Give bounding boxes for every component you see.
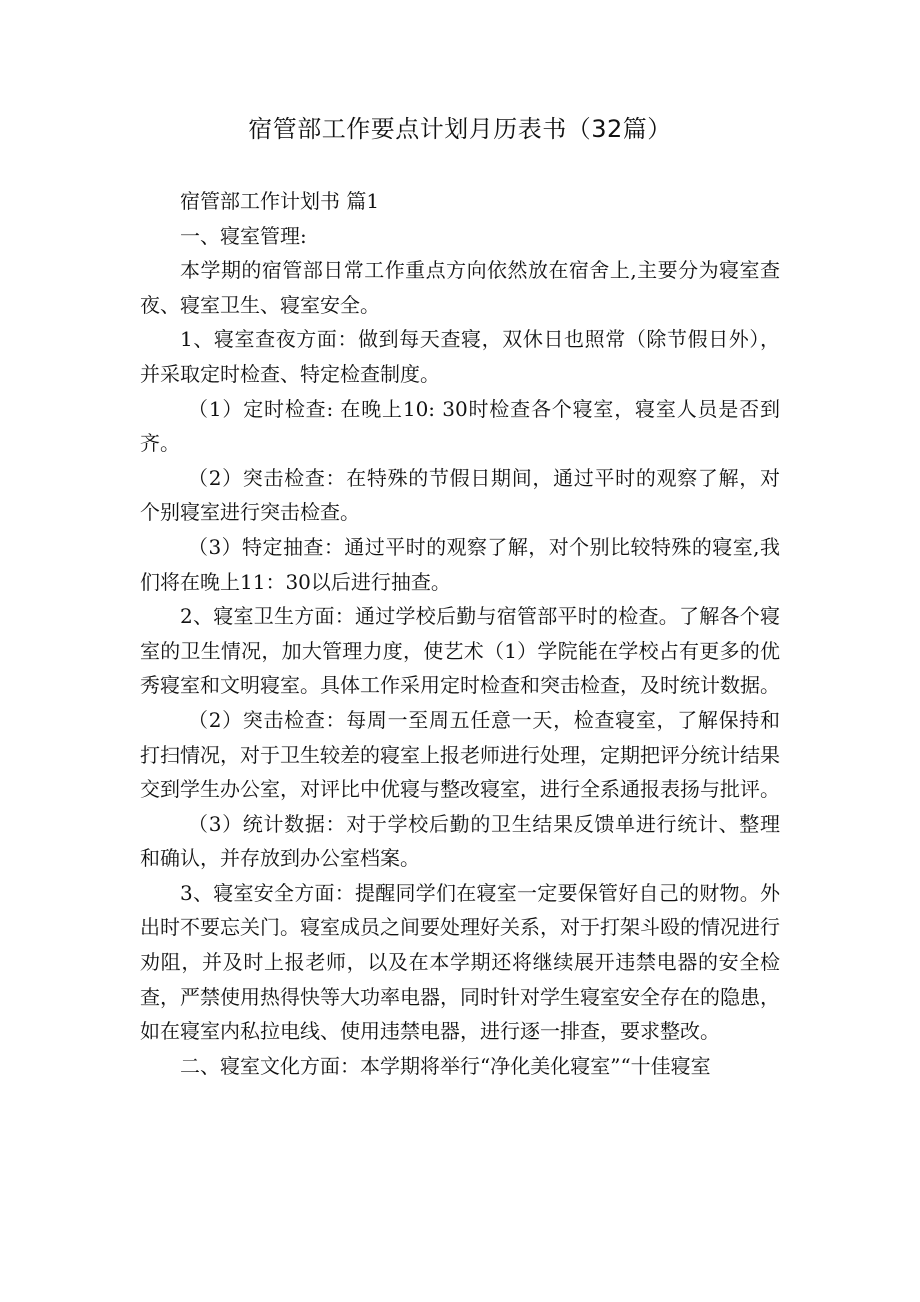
paragraph: 本学期的宿管部日常工作重点方向依然放在宿舍上,主要分为寝室查夜、寝室卫生、寝室安全。 [140, 258, 780, 317]
paragraph: 3、寝室安全方面：提醒同学们在寝室一定要保管好自己的财物。外出时不要忘关门。寝室成员之间要处理好关系，对于打架斗殴的情况进行劝阻，并及时上报老师，以及在本学期还将继续展开违禁电器的安全检查，严禁使用热得快等大功率电器，同时针对学生寝室安全存在的隐患，如在寝室内私拉电线、使用违禁电器，进行逐一排查，要求整改。 [140, 880, 780, 1044]
paragraph: （1）定时检查: 在晚上10: 30时检查各个寝室，寝室人员是否到齐。 [140, 396, 780, 456]
paragraph: 二、寝室文化方面：本学期将举行“净化美化寝室”“十佳寝室 [180, 1053, 711, 1078]
paragraph: 一、寝室管理: [180, 223, 307, 248]
paragraph: 宿管部工作计划书 篇1 [180, 189, 380, 213]
paragraph: 2、寝室卫生方面：通过学校后勤与宿管部平时的检查。了解各个寝室的卫生情况，加大管理力度，使艺术（1）学院能在学校占有更多的优秀寝室和文明寝室。具体工作采用定时检查和突击检查，及时统计数据。 [140, 604, 780, 698]
paragraph: （3）统计数据：对于学校后勤的卫生结果反馈单进行统计、整理和确认，并存放到办公室档案。 [140, 811, 780, 871]
paragraph: （2）突击检查：每周一至周五任意一天，检查寝室，了解保持和打扫情况，对于卫生较差的寝室上报老师进行处理，定期把评分统计结果交到学生办公室，对评比中优寝与整改寝室，进行全系通报表扬与批评。 [140, 707, 780, 802]
paragraph: （2）突击检查：在特殊的节假日期间，通过平时的观察了解，对个别寝室进行突击检查。 [140, 465, 780, 525]
document-body [140, 184, 780, 1083]
paragraph: 1、寝室查夜方面：做到每天查寝，双休日也照常（除节假日外），并采取定时检查、特定检查制度。 [140, 327, 780, 386]
paragraph: （3）特定抽查：通过平时的观察了解，对个别比较特殊的寝室,我们将在晚上11：30以后进行抽查。 [140, 534, 780, 594]
document-title: 宿管部工作要点计划月历表书（32篇） [248, 115, 672, 143]
